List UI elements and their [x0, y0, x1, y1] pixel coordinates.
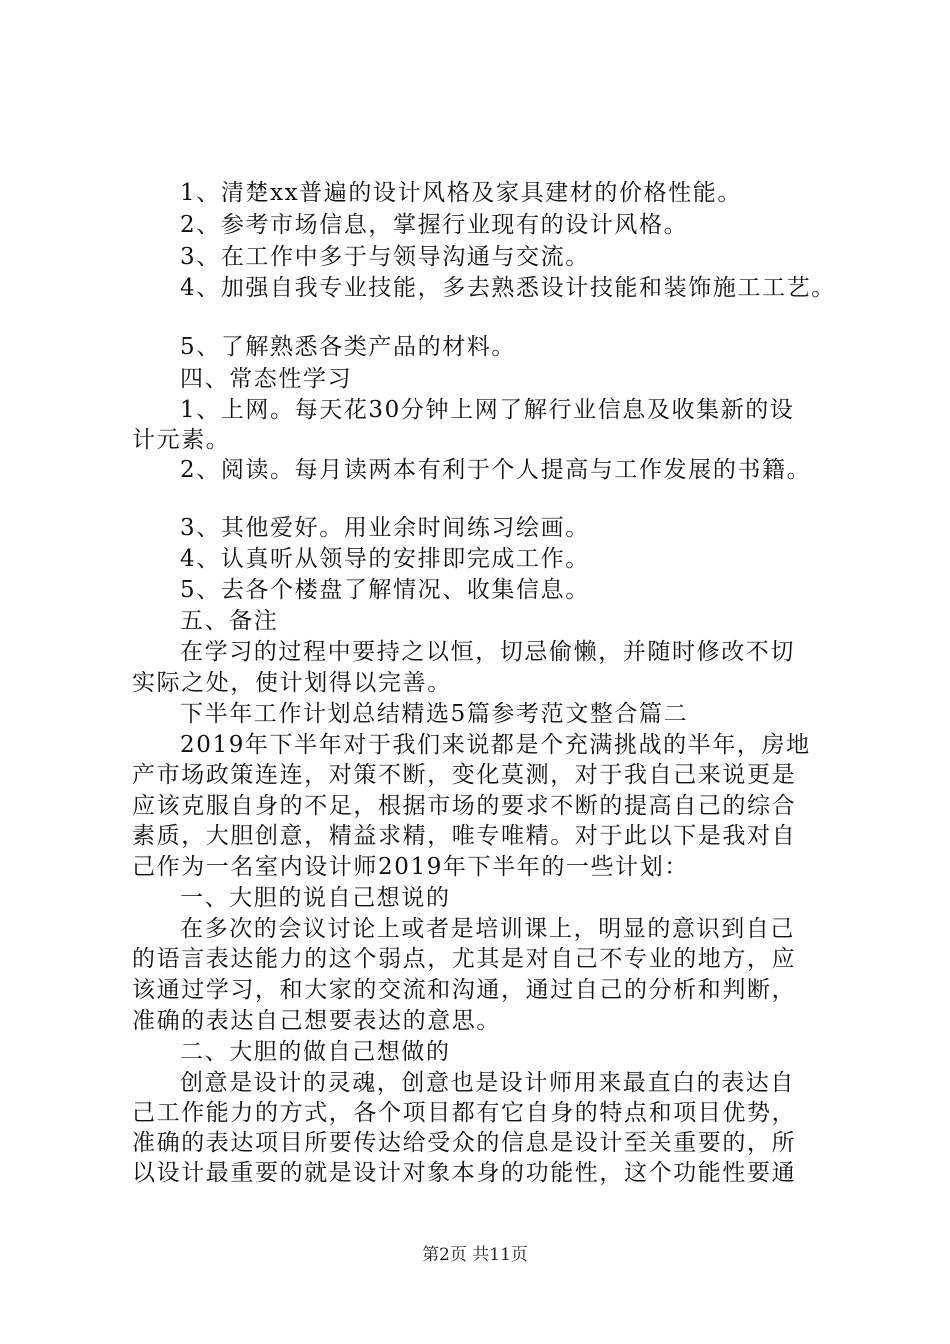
- paragraph-line: 己作为一名室内设计师2019年下半年的一些计划：: [132, 854, 689, 880]
- paragraph-line: 实际之处，使计划得以完善。: [132, 670, 452, 696]
- paragraph-line: 素质，大胆创意，精益求精，唯专唯精。对于此以下是我对自: [132, 823, 797, 849]
- page-number-footer: 第2页 共11页: [422, 1245, 528, 1265]
- section-heading: 二、大胆的做自己想做的: [180, 1039, 451, 1065]
- list-item: 2、参考市场信息，掌握行业现有的设计风格。: [180, 212, 689, 238]
- paragraph-line: 2019年下半年对于我们来说都是个充满挑战的半年，房地: [180, 732, 811, 758]
- list-item: 5、去各个楼盘了解情况、收集信息。: [180, 577, 590, 603]
- list-item: 1、上网。每天花30分钟上网了解行业信息及收集新的设: [180, 397, 795, 423]
- paragraph-line: 在多次的会议讨论上或者是培训课上，明显的意识到自己: [180, 916, 795, 942]
- list-item: 3、在工作中多于与领导沟通与交流。: [180, 244, 590, 270]
- list-item: 2、阅读。每月读两本有利于个人提高与工作发展的书籍。: [180, 457, 812, 483]
- list-item: 1、清楚xx普遍的设计风格及家具建材的价格性能。: [180, 180, 742, 206]
- paragraph-line: 的语言表达能力的这个弱点，尤其是对自己不专业的地方，应: [132, 946, 797, 972]
- section-heading: 五、备注: [180, 608, 279, 634]
- article-title: 下半年工作计划总结精选5篇参考范文整合篇二: [180, 701, 689, 727]
- section-heading: 四、常态性学习: [180, 366, 353, 392]
- paragraph-line: 准确的表达项目所要传达给受众的信息是设计至关重要的，所: [132, 1130, 797, 1156]
- paragraph-line: 以设计最重要的就是设计对象本身的功能性，这个功能性要通: [132, 1160, 797, 1186]
- paragraph-line: 创意是设计的灵魂，创意也是设计师用来最直白的表达自: [180, 1070, 795, 1096]
- paragraph-line: 该通过学习，和大家的交流和沟通，通过自己的分析和判断，: [132, 977, 797, 1003]
- paragraph-line: 计元素。: [132, 427, 231, 453]
- list-item: 4、认真听从领导的安排即完成工作。: [180, 546, 590, 572]
- section-heading: 一、大胆的说自己想说的: [180, 885, 451, 911]
- paragraph-line: 在学习的过程中要持之以恒，切忌偷懒，并随时修改不切: [180, 639, 795, 665]
- list-item: 4、加强自我专业技能，多去熟悉设计技能和装饰施工工艺。: [180, 275, 836, 301]
- paragraph-line: 准确的表达自己想要表达的意思。: [132, 1008, 501, 1034]
- list-item: 5、了解熟悉各类产品的材料。: [180, 334, 517, 360]
- paragraph-line: 应该克服自身的不足，根据市场的要求不断的提高自己的综合: [132, 793, 797, 819]
- list-item: 3、其他爱好。用业余时间练习绘画。: [180, 515, 590, 541]
- paragraph-line: 产市场政策连连，对策不断，变化莫测，对于我自己来说更是: [132, 762, 797, 788]
- paragraph-line: 己工作能力的方式，各个项目都有它自身的特点和项目优势，: [132, 1100, 797, 1126]
